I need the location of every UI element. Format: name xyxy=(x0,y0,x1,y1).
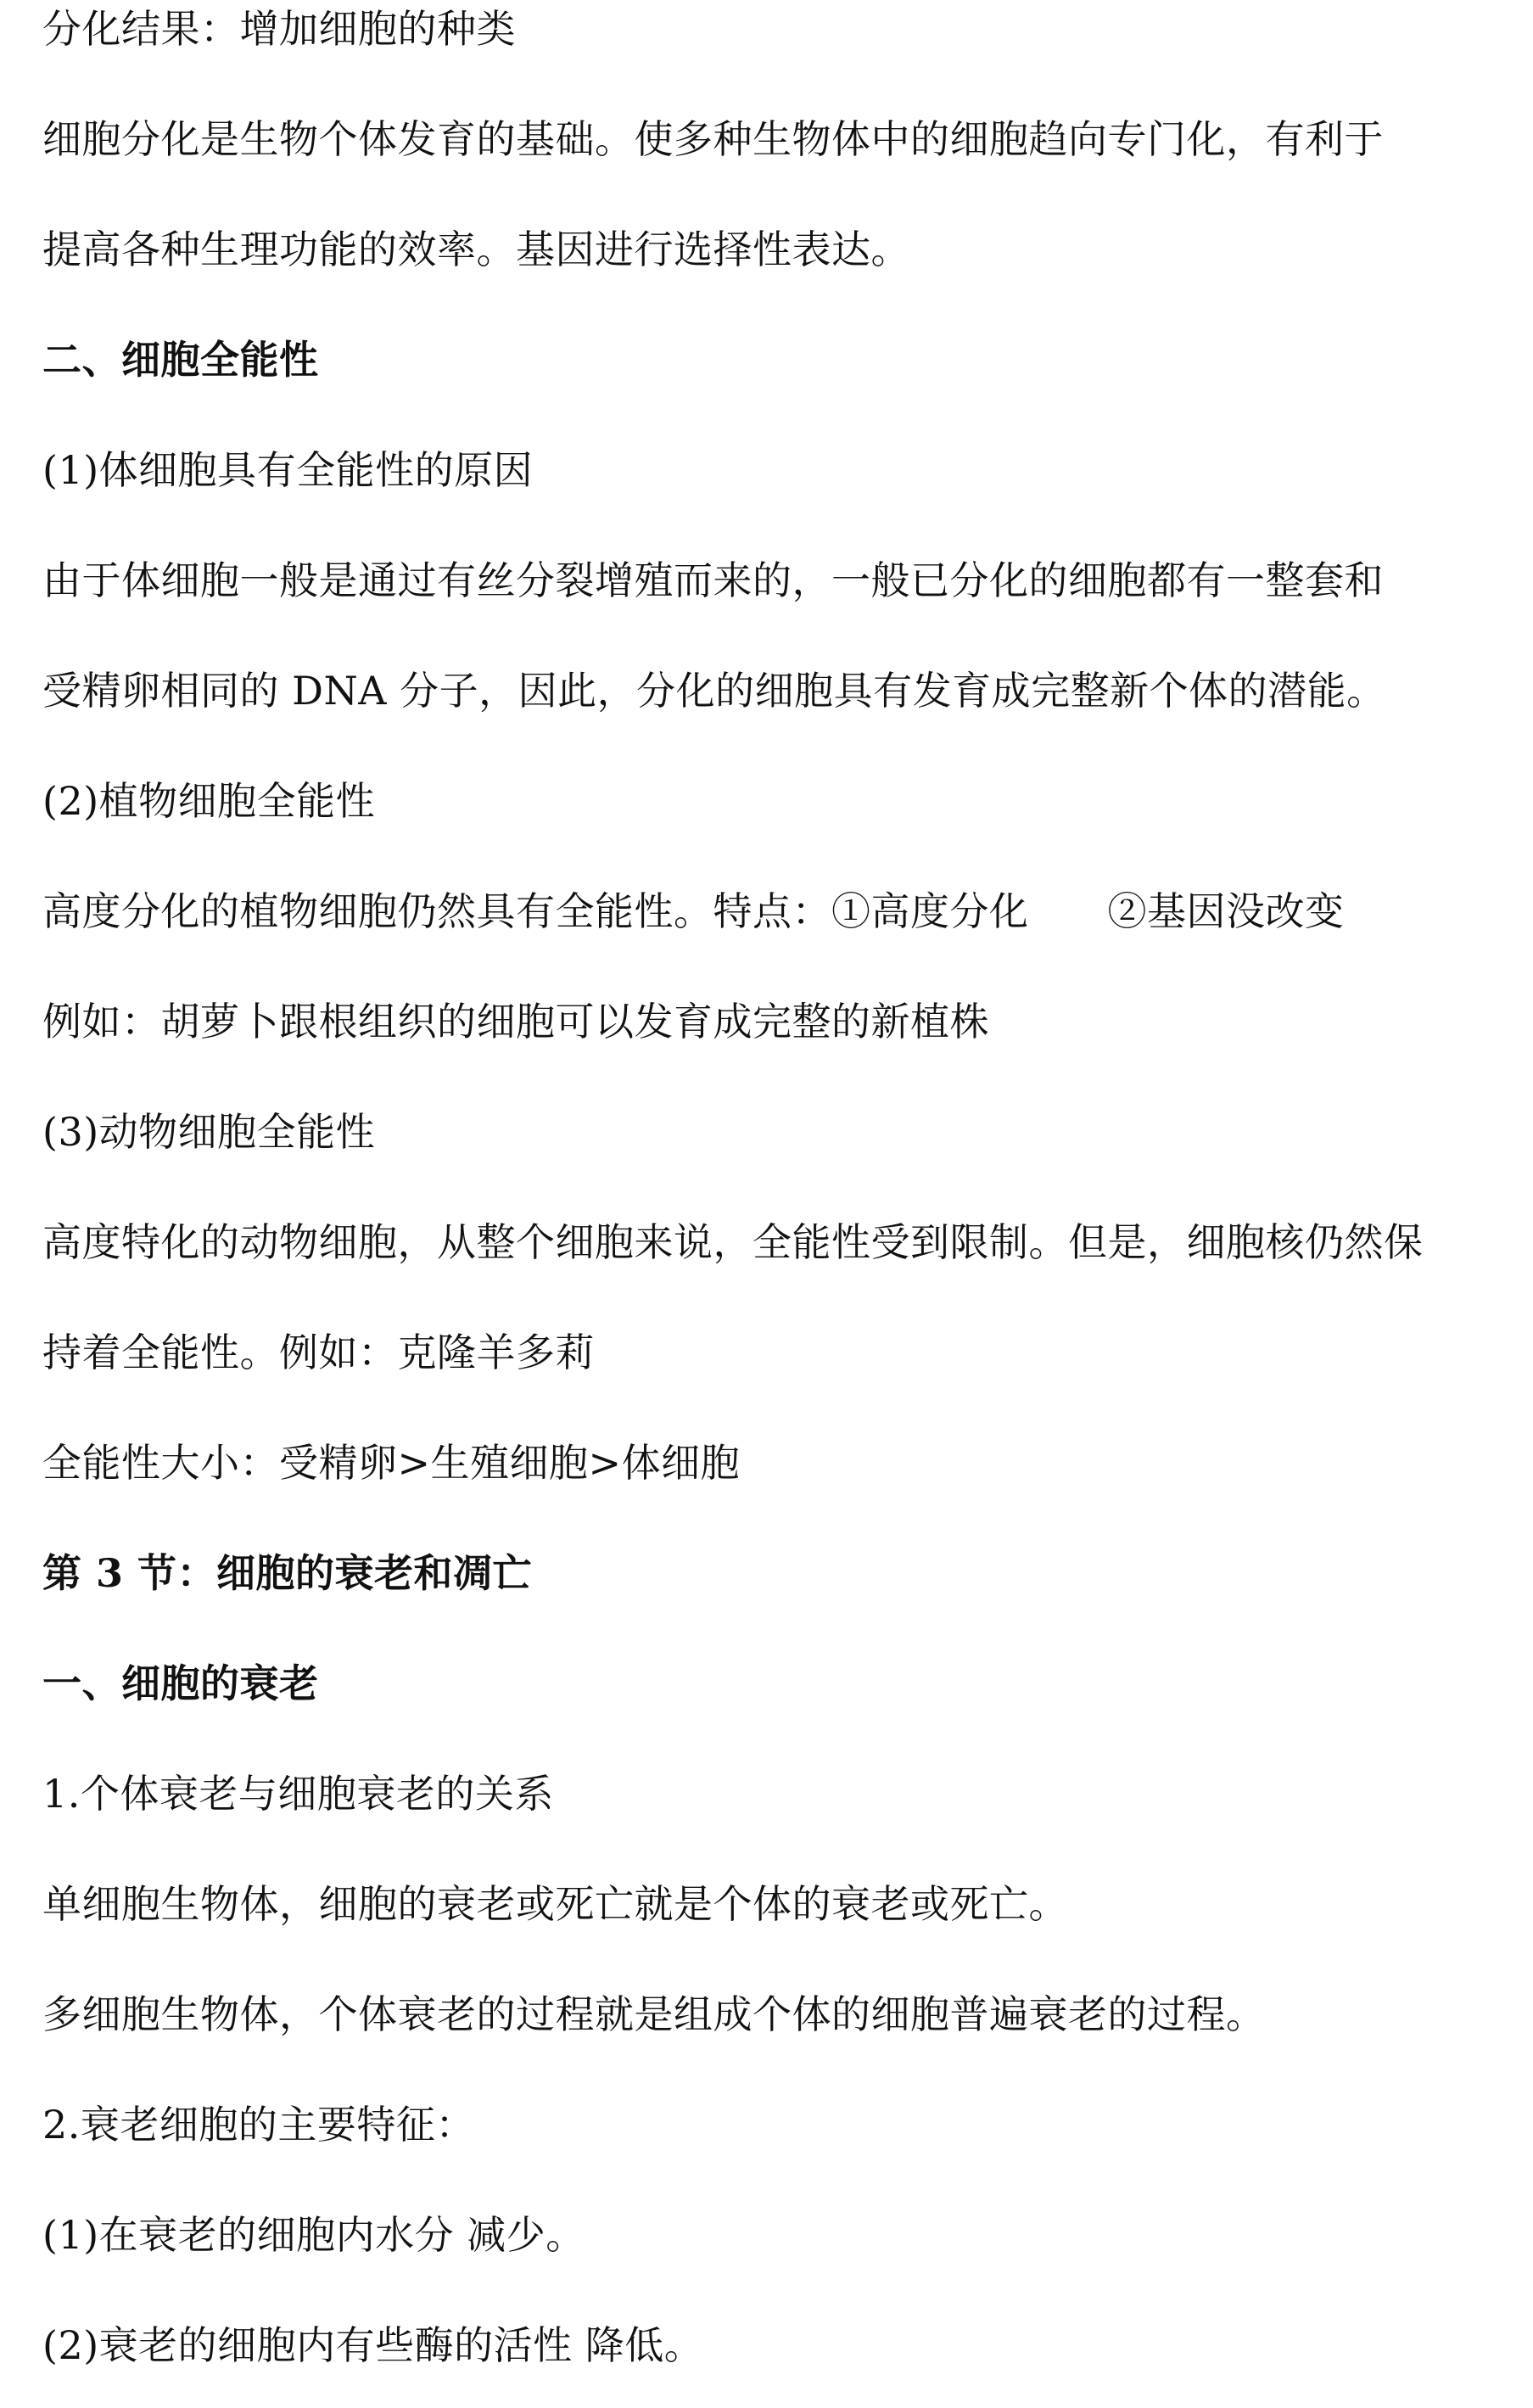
text-line-13: 持着全能性。例如：克隆羊多莉 xyxy=(42,1330,595,1375)
text-line-7: 受精卵相同的 DNA 分子，因此，分化的细胞具有发育成完整新个体的潜能。 xyxy=(42,668,1386,714)
text-line-6: 由于体细胞一般是通过有丝分裂增殖而来的，一般已分化的细胞都有一整套和 xyxy=(42,557,1384,603)
text-line-12: 高度特化的动物细胞，从整个细胞来说，全能性受到限制。但是，细胞核仍然保 xyxy=(42,1219,1424,1265)
text-line-10: 例如：胡萝卜跟根组织的细胞可以发育成完整的新植株 xyxy=(42,999,989,1044)
text-line-14: 全能性大小：受精卵>生殖细胞>体细胞 xyxy=(42,1440,741,1486)
text-line-17: 1.个体衰老与细胞衰老的关系 xyxy=(42,1771,554,1817)
text-line-3: 提高各种生理功能的效率。基因进行选择性表达。 xyxy=(42,227,910,272)
text-line-18: 单细胞生物体，细胞的衰老或死亡就是个体的衰老或死亡。 xyxy=(42,1881,1068,1927)
text-line-22: (2)衰老的细胞内有些酶的活性 降低。 xyxy=(42,2322,704,2368)
text-line-21: (1)在衰老的细胞内水分 减少。 xyxy=(42,2212,585,2258)
section-heading-aging: 一、细胞的衰老 xyxy=(42,1660,319,1706)
text-line-20: 2.衰老细胞的主要特征： xyxy=(42,2102,475,2148)
text-line-11: (3)动物细胞全能性 xyxy=(42,1109,376,1155)
text-line-2: 细胞分化是生物个体发育的基础。使多种生物体中的细胞趋向专门化，有利于 xyxy=(42,116,1384,162)
text-line-8: (2)植物细胞全能性 xyxy=(42,778,376,824)
text-line-5: (1)体细胞具有全能性的原因 xyxy=(42,447,534,493)
section-heading-chapter-3: 第 3 节：细胞的衰老和凋亡 xyxy=(42,1550,533,1596)
text-line-19: 多细胞生物体，个体衰老的过程就是组成个体的细胞普遍衰老的过程。 xyxy=(42,1991,1266,2037)
text-line-1: 分化结果：增加细胞的种类 xyxy=(42,6,516,52)
section-heading-totipotency: 二、细胞全能性 xyxy=(42,337,319,383)
text-line-9: 高度分化的植物细胞仍然具有全能性。特点：①高度分化 ②基因没改变 xyxy=(42,888,1345,934)
